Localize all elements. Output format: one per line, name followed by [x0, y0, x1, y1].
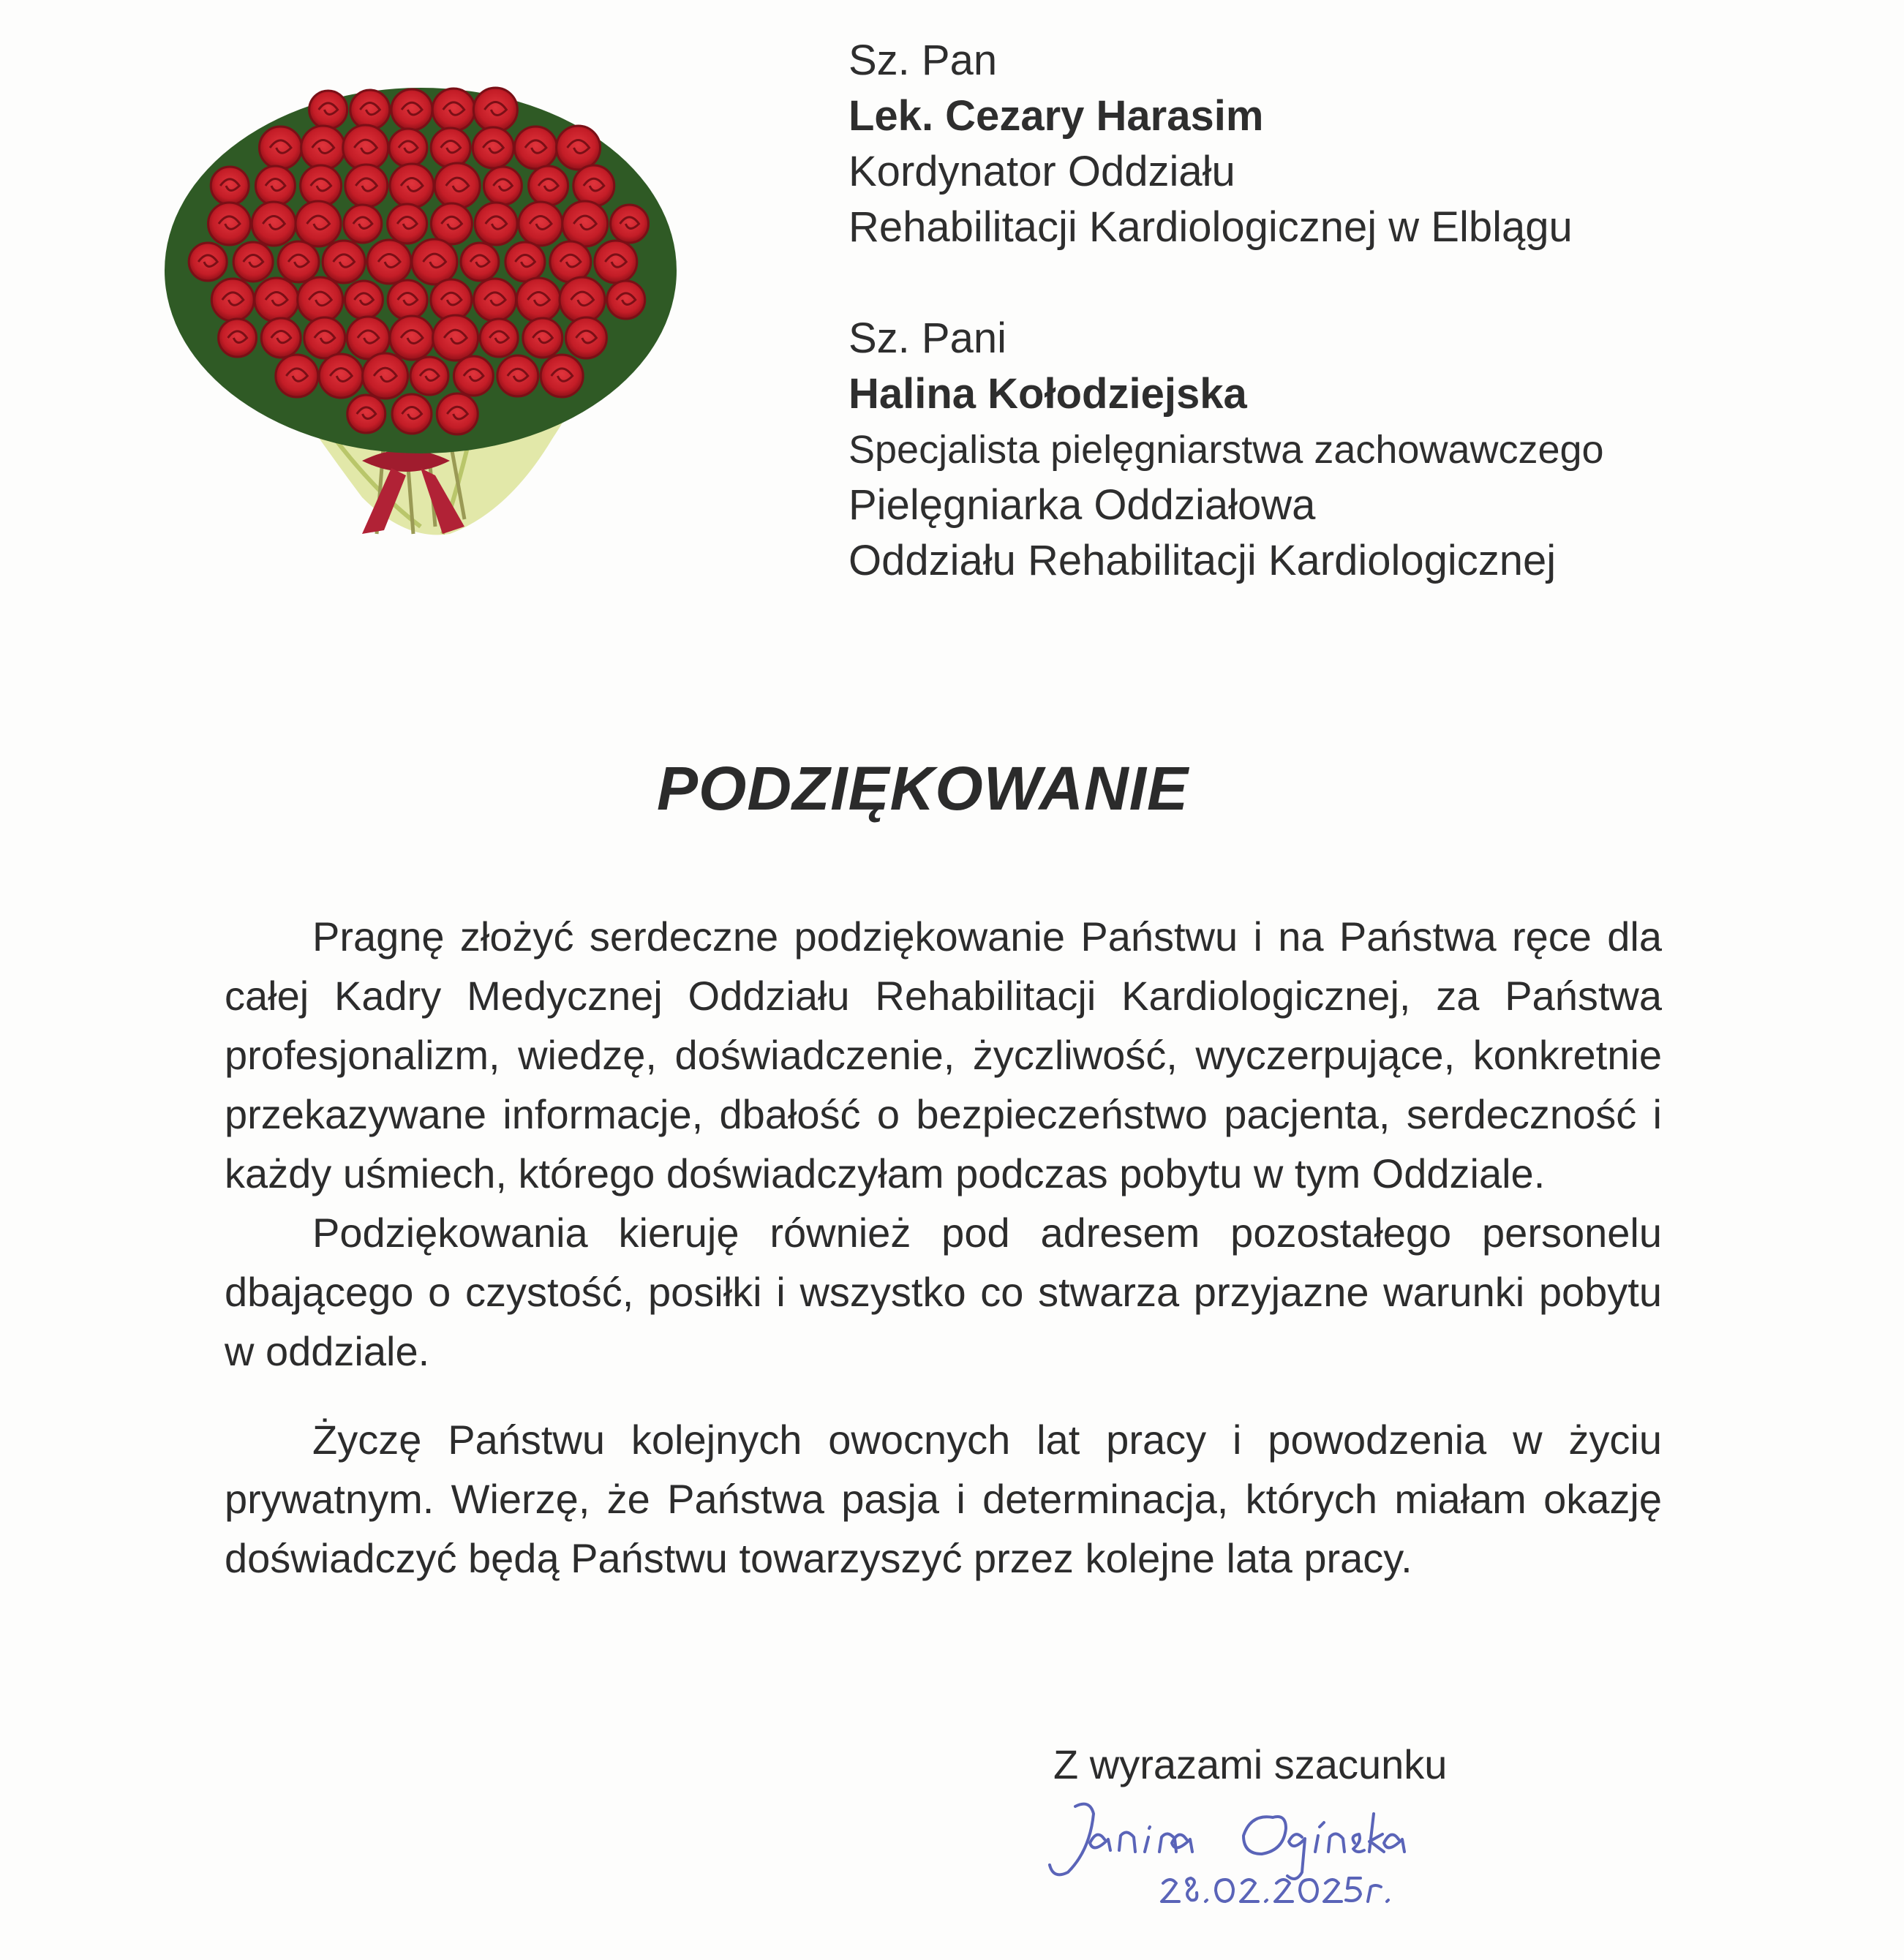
rose-41	[595, 241, 637, 283]
rose-48	[474, 279, 516, 321]
rose-31	[611, 205, 649, 243]
rose-9	[431, 128, 470, 167]
rose-18	[434, 163, 480, 208]
rose-6	[301, 126, 345, 170]
recipient-2-name: Halina Kołodziejska	[848, 370, 1247, 418]
rose-45	[345, 281, 383, 319]
rose-19	[483, 167, 522, 205]
rose-0	[309, 91, 347, 129]
rose-13	[211, 167, 249, 205]
rose-16	[345, 165, 388, 207]
rose-49	[516, 278, 560, 322]
rose-58	[480, 319, 518, 357]
rose-38	[461, 243, 499, 281]
rose-5	[259, 127, 301, 169]
rose-39	[505, 242, 545, 282]
rose-54	[304, 317, 345, 358]
rose-56	[390, 316, 434, 360]
recipients-block	[848, 33, 1873, 589]
paragraph-2	[225, 1203, 1662, 1381]
handwritten-signature	[1024, 1784, 1536, 1916]
rose-59	[523, 318, 562, 358]
rose-60	[565, 317, 606, 358]
paragraph-3	[225, 1410, 1662, 1588]
rose-68	[347, 395, 385, 433]
rose-17	[390, 164, 434, 208]
rose-35	[323, 241, 365, 283]
paragraph-3-text: Życzę Państwu kolejnych owocnych lat pracy i powodzenia w życiu prywatnym. Wierzę, że Państwa pasja i determinacja, których miałam okazję doświadczyć będą Państwu towarzyszyć przez kolejne lata pracy.	[225, 1417, 1662, 1581]
rose-69	[392, 394, 432, 434]
rose-3	[432, 88, 475, 131]
rose-70	[437, 393, 478, 434]
rose-2	[391, 89, 432, 130]
rose-29	[519, 202, 562, 246]
letter-body	[225, 907, 1662, 1588]
rose-33	[233, 242, 273, 282]
rose-42	[211, 279, 254, 321]
rose-4	[473, 88, 517, 132]
letter-title	[0, 753, 1904, 824]
rose-30	[562, 201, 608, 246]
rose-61	[276, 355, 318, 397]
recipient-1-line-1: Kordynator Oddziału	[848, 148, 1235, 195]
rose-44	[298, 277, 343, 323]
rose-62	[319, 354, 363, 398]
rose-10	[473, 127, 513, 168]
rose-53	[261, 318, 301, 358]
recipient-1	[848, 33, 1873, 255]
rose-27	[431, 203, 472, 244]
rose-50	[560, 277, 605, 323]
rose-20	[529, 166, 568, 206]
rose-21	[573, 165, 614, 206]
rose-67	[541, 355, 583, 397]
rose-63	[363, 353, 408, 399]
rose-64	[410, 357, 448, 395]
recipient-2-line-1: Specjalista pielęgniarstwa zachowawczego	[848, 428, 1604, 472]
recipient-2	[848, 311, 1873, 589]
rose-14	[255, 166, 295, 206]
recipient-1-salutation: Sz. Pan	[848, 37, 998, 84]
recipient-2-salutation: Sz. Pani	[848, 314, 1006, 362]
rose-8	[389, 129, 427, 167]
rose-25	[344, 205, 382, 243]
rose-23	[252, 202, 296, 246]
rose-51	[607, 281, 645, 319]
rose-22	[208, 203, 250, 245]
rose-57	[433, 315, 478, 361]
rose-36	[367, 240, 411, 284]
paragraph-2-text: Podziękowania kieruję również pod adresem pozostałego personelu dbającego o czystość, posiłki i wszystko co stwarza przyjazne warunki pobytu w oddziale.	[225, 1210, 1662, 1374]
recipient-2-line-2: Pielęgniarka Oddziałowa	[848, 481, 1316, 529]
rose-11	[514, 127, 557, 169]
rose-28	[475, 203, 517, 245]
recipient-1-line-2: Rehabilitacji Kardiologicznej w Elblągu	[848, 203, 1573, 251]
rose-bouquet-image	[143, 29, 699, 541]
rose-46	[388, 280, 427, 320]
paragraph-1-text: Pragnę złożyć serdeczne podziękowanie Państwu i na Państwa ręce dla całej Kadry Medycznej Oddziału Rehabilitacji Kardiologicznej, za Państwa profesjonalizm, wiedzę, doświadczenie, życzliwość, wyczerpujące, konkretnie przekazywane informacje, dbałość o bezpieczeństwo pacjenta, serdeczność i każdy uśmiech, którego doświadczyłam podczas pobytu w tym Oddziale.	[225, 913, 1662, 1196]
recipient-1-name: Lek. Cezary Harasim	[848, 92, 1264, 140]
rose-40	[550, 241, 591, 282]
rose-26	[388, 204, 427, 244]
rose-24	[296, 201, 341, 246]
rose-47	[431, 279, 472, 320]
letter-title-text: PODZIĘKOWANIE	[656, 754, 1189, 823]
rose-32	[189, 243, 227, 281]
recipient-2-line-3: Oddziału Rehabilitacji Kardiologicznej	[848, 537, 1557, 584]
rose-1	[350, 90, 390, 129]
closing-formula: Z wyrazami szacunku	[1053, 1741, 1448, 1787]
rose-65	[454, 356, 493, 396]
rose-34	[278, 241, 319, 282]
rose-15	[301, 165, 342, 206]
rose-52	[219, 319, 257, 357]
rose-43	[255, 278, 298, 322]
rose-66	[497, 355, 538, 396]
paragraph-1	[225, 907, 1662, 1203]
rose-37	[412, 239, 457, 284]
rose-12	[557, 126, 601, 170]
